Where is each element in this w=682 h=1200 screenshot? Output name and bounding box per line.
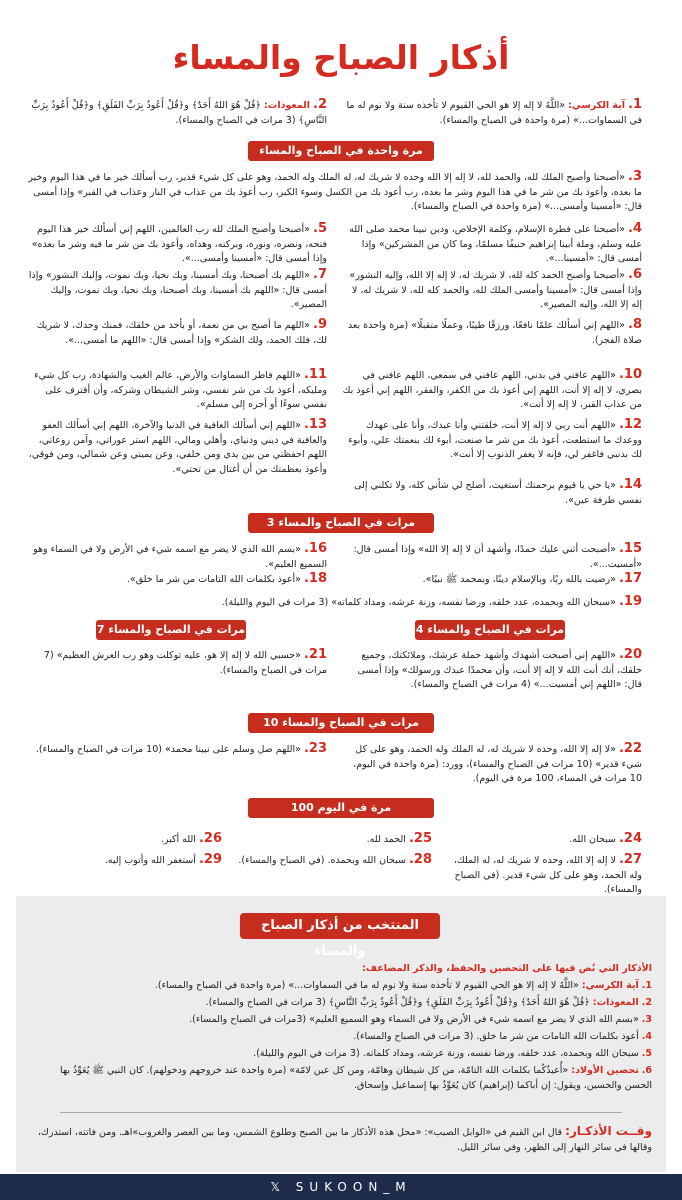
item-number: 22. [618, 741, 642, 756]
item-text: «رضيت بالله ربًا، وبالإسلام دينًا، وبمحمد ﷺ نبيًا». [422, 574, 616, 585]
panel-item-2 [30, 996, 652, 1011]
item-label: تحصين الأولاد: [571, 1065, 639, 1076]
item-number: 16. [303, 541, 327, 556]
item-number: 8. [628, 317, 642, 332]
dhikr-12 [342, 418, 642, 463]
dhikr-15 [342, 542, 642, 572]
dhikr-4 [342, 222, 642, 267]
dhikr-24 [447, 832, 642, 848]
item-number: 20. [618, 647, 642, 662]
item-text: «اللهم أنت ربي لا إله إلا أنت، خلقتني وأنا عبدك، وأنا على عهدك ووعدك ما استطعت، أعوذ بك من شر ما صنعت، أبوء لك بنعمتك علي، وأبوء لك بذنبي فاغفر لي، فإنه لا يغفر الذنوب إلا أنت». [348, 420, 642, 460]
item-number: 2. [641, 997, 652, 1008]
time-text: قال ابن القيم في «الوابل الصيب»: «محل هذه الأذكار ما بين الصبح وطلوع الشمس، وما بين العصر والغروب»اهـ. ومن فاتته، استدرك، وقالها في سائر النهار إلى الظهر، وفي سائر الليل. [37, 1127, 652, 1153]
item-number: 10. [618, 367, 642, 382]
item-text: «أصبحنا وأصبح الملك لله، والحمد لله، لا إله إلا الله وحده لا شريك له، له الملك وله الحمد، وهو على كل شيء قدير، رب أسألك خير ما في هذا اليوم وخير ما بعده، وأعوذ بك من شر ما في هذا اليوم وشر ما بعده، رب أعوذ بك من الكسل وسوء الكبر، رب أعوذ بك من عذاب في النار وعذاب في القبر» وإذا أمسى قال: «أمسينا وأمسى...» (مرة واحدة في الصباح والمساء). [28, 172, 642, 212]
time-label: وقــت الأذكـار: [565, 1124, 652, 1138]
item-text: «أصبحنا وأصبح الملك لله رب العالمين، اللهم إني أسألك خير هذا اليوم فتحه، ونصره، ونوره، وبركته، وهداه، وأعوذ بك من شر ما فيه وشر ما بعده» وإذا أمسى قال: «أمسينا وأمسى...». [31, 224, 327, 264]
item-text: «أصبحت أثني عليك حمدًا، وأشهد أن لا إله إلا الله» وإذا أمسى قال: «أمسيت...». [353, 544, 642, 570]
item-text: «حسبي الله لا إله إلا هو، عليه توكلت وهو رب العرش العظيم» (7 مرات في الصباح والمساء). [43, 650, 327, 676]
dhikr-8 [342, 318, 642, 348]
item-number: 15. [618, 541, 642, 556]
item-text: «بسم الله الذي لا يضر مع اسمه شيء في الأرض ولا في السماء وهو السميع العليم». [33, 544, 327, 570]
item-text: «بسم الله الذي لا يضر مع اسمه شيء في الأرض ولا في السماء وهو السميع العليم» (3مرات في الصباح والمساء). [189, 1014, 639, 1025]
item-text: «أصبحنا على فطرة الإسلام، وكلمة الإخلاص، ودين نبينا محمد صلى الله عليه وسلم، وملة أبينا إبراهيم حنيفًا مسلمًا، وما كان من المشركين» وإذا أمسى قال: «أمسينا...». [349, 224, 642, 264]
item-text: «اللهم إني أسألك علمًا نافعًا، ورزقًا طيبًا، وعملًا متقبلًا» (مرة واحدة بعد صلاة الفجر). [347, 320, 642, 346]
item-number: 2. [313, 97, 327, 112]
item-text: «سبحان الله وبحمده، عدد خلقه، ورضا نفسه، وزنة عرشه، ومداد كلماته» (3 مرات في اليوم والليلة). [221, 597, 616, 608]
divider [60, 1112, 622, 1113]
item-number: 5. [313, 221, 327, 236]
item-text: الله أكبر. [160, 834, 196, 845]
item-label: المعوذات: [264, 100, 310, 111]
item-text: «اللهم إني أسألك العافية في الدنيا والآخرة، اللهم إني أسألك العفو والعافية في ديني ودنياي، وأهلي ومالي، اللهم استر عوراتي، وآمن روعاتي، اللهم احفظني من بين يدي ومن خلفي، وعن يميني وعن شمالي، ومن فوقي، وأعوذ بعظمتك من أن أغتال من تحتي». [28, 420, 327, 475]
item-number: 27. [618, 852, 642, 867]
banner-three: 3 مرات في الصباح والمساء [248, 513, 434, 533]
dhikr-16 [27, 542, 327, 572]
dhikr-1 [342, 98, 642, 128]
page-title: أذكار الصباح والمساء [172, 38, 510, 77]
item-number: 23. [303, 741, 327, 756]
item-text: «أعوذ بكلمات الله التامات من شر ما خلق». [126, 574, 301, 585]
item-text: سبحان الله وبحمده، عدد خلقه، ورضا نفسه، وزنة عرشه، ومداد كلماته. (3 مرات في اليوم والليلة). [253, 1048, 639, 1059]
item-number: 1. [641, 980, 652, 991]
item-number: 4. [628, 221, 642, 236]
dhikr-20 [342, 648, 642, 693]
item-text: «يا حي يا قيوم برحمتك أستغيث، أصلح لي شأني كله، ولا تكلني إلى نفسي طرفة عين». [354, 480, 642, 506]
dhikr-29 [27, 853, 222, 869]
item-text: «اللهم صل وسلم على نبينا محمد» (10 مرات في الصباح والمساء). [35, 744, 301, 755]
banner-hundred: 100 مرة في اليوم [248, 798, 434, 818]
item-number: 3. [641, 1014, 652, 1025]
dhikr-28 [237, 853, 432, 869]
item-number: 24. [618, 831, 642, 846]
banner-ten: 10 مرات في الصباح والمساء [248, 713, 434, 733]
item-text: «اللهم ما أصبح بي من نعمة، أو بأحد من خلقك، فمنك وحدك، لا شريك لك، فلك الحمد، ولك الشكر» وإذا أمسى قال: «اللهم ما أمسى...». [36, 320, 327, 346]
item-text: ﴿قُلْ هُوَ اللهُ أَحَدٌ﴾ و﴿قُلْ أَعُوذُ بِرَبِّ الفَلَقِ﴾ و﴿قُلْ أَعُوذُ بِرَبِّ النَّاسِ﴾ (3 مرات في الصباح والمساء). [31, 100, 327, 126]
dhikr-27 [447, 853, 642, 898]
item-number: 13. [303, 417, 327, 432]
dhikr-13 [27, 418, 327, 477]
item-number: 1. [628, 97, 642, 112]
panel-subtitle: الأذكار التي نُص فيها على التحصين والحفظ، والذكر المضاعف: [362, 963, 652, 974]
dhikr-21 [27, 648, 327, 678]
item-number: 9. [313, 317, 327, 332]
item-number: 14. [618, 477, 642, 492]
footer-handle: 𝕏 SUKOON_M [0, 1174, 682, 1200]
item-number: 4. [641, 1031, 652, 1042]
dhikr-23 [27, 742, 327, 758]
item-text: «اللهم عافني في بدني، اللهم عافني في سمعي، اللهم عافني في بصري، لا إله إلا أنت، اللهم إني أعوذ بك من الكفر، والفقر، اللهم إني أعوذ بك من عذاب القبر، لا إله إلا أنت». [342, 370, 642, 410]
banner-four: 4 مرات في الصباح والمساء [415, 620, 565, 640]
panel-item-3 [30, 1013, 652, 1028]
dhikr-19 [27, 595, 642, 611]
item-text: سبحان الله وبحمده. (في الصباح والمساء). [238, 855, 406, 866]
dhikr-11 [27, 368, 327, 413]
panel-item-5 [30, 1047, 652, 1062]
banner-seven: 7 مرات في الصباح والمساء [96, 620, 246, 640]
dhikr-2 [27, 98, 327, 128]
dhikr-25 [237, 832, 432, 848]
dhikr-6 [342, 268, 642, 313]
item-text: «أصبحنا وأصبح الحمد كله لله، لا شريك له، لا إله إلا الله، وإليه النشور» وإذا أمسى قال: «أمسينا وأمسى الملك لله، والحمد كله لله، لا شريك له، لا إله إلا الله، وإليه المصير». [349, 270, 642, 310]
dhikr-10 [342, 368, 642, 413]
item-label: المعوذات: [592, 997, 639, 1008]
dhikr-9 [27, 318, 327, 348]
item-text: لا إله إلا الله، وحده لا شريك له، له الملك، وله الحمد، وهو على كل شيء قدير. (في الصباح والمساء). [453, 855, 642, 895]
item-text: الحمد لله. [366, 834, 406, 845]
item-number: 5. [641, 1048, 652, 1059]
item-number: 17. [618, 571, 642, 586]
item-number: 3. [628, 169, 642, 184]
panel-title: المنتخب من أذكار الصباح والمساء [240, 913, 440, 939]
item-number: 6. [628, 267, 642, 282]
dhikr-26 [27, 832, 222, 848]
dhikr-3 [27, 170, 642, 215]
item-text: «اللهم بك أصبحنا، وبك أمسينا، وبك نحيا، وبك نموت، وإليك النشور» وإذا أمسى قال: «اللهم بك أمسينا، وبك أصبحنا، وبك نحيا، وبك نموت، وإليك المصير». [28, 270, 327, 310]
item-text: «اللهم فاطر السماوات والأرض، عالم الغيب والشهادة، رب كل شيء ومليكه، أعوذ بك من شر نفسي، وشر الشيطان وشركه، وأن أقترف على نفسي سوءًا أو أجره إلى مسلم». [34, 370, 327, 410]
item-text: «اللَّهُ لا إله إلا هو الحي القيوم لا تأخذه سنة ولا نوم له ما في السماوات...» (مرة واحدة في الصباح والمساء). [346, 100, 642, 126]
item-label: آية الكرسي: [581, 980, 639, 991]
item-number: 26. [198, 831, 222, 846]
item-number: 19. [618, 594, 642, 609]
item-label: آية الكرسي: [568, 100, 625, 111]
item-text: «اللهم إني أصبحت أشهدك وأشهد حملة عرشك، وملائكتك، وجميع خلقك، أنك أنت الله لا إله إلا أنت، وأن محمدًا عبدك ورسولك» وإذا أمسى قال: «اللهم إني أمسيت...» (4 مرات في الصباح والمساء). [357, 650, 642, 690]
dhikr-14 [342, 478, 642, 508]
panel-item-4 [30, 1030, 652, 1045]
item-number: 11. [303, 367, 327, 382]
dhikr-7 [27, 268, 327, 313]
item-number: 18. [303, 571, 327, 586]
dhikr-18 [27, 572, 327, 588]
item-number: 21. [303, 647, 327, 662]
item-text: سبحان الله. [569, 834, 616, 845]
panel-item-6 [30, 1064, 652, 1093]
dhikr-time-note [30, 1124, 652, 1155]
dhikr-17 [342, 572, 642, 588]
item-text: أعوذ بكلمات الله التامات من شر ما خلق. (3 مرات في الصباح والمساء). [353, 1031, 639, 1042]
item-number: 25. [408, 831, 432, 846]
item-text: ﴿قُلْ هُوَ اللهُ أَحَدٌ﴾ و﴿قُلْ أَعُوذُ بِرَبِّ الفَلَقِ﴾ و﴿قُلْ أَعُوذُ بِرَبِّ النَّاسِ﴾ (3 مرات في الصباح والمساء). [205, 997, 593, 1008]
item-number: 6. [641, 1065, 652, 1076]
item-number: 28. [408, 852, 432, 867]
item-number: 12. [618, 417, 642, 432]
item-text: «لا إله إلا الله، وحده لا شريك له، له الملك وله الحمد، وهو على كل شيء قدير» (10 مرات في الصباح والمساء)، وورد: (مرة واحدة في اليوم، 10 مرات في المساء، 100 مرة في اليوم). [353, 744, 642, 784]
dhikr-5 [27, 222, 327, 267]
item-text: «أُعيذُكُما بكلمات الله التامّة، من كل شيطان وهامّة، ومن كل عين لامّة» (مرة واحدة عند خروجهم ودخولهم). كان النبي ﷺ يُعَوِّذُ بها الحسن والحسين، ويقول: إن أباكما (إبراهيم) كان يُعَوِّذُ بها إسماعيل وإسحاق. [60, 1065, 652, 1091]
item-number: 29. [198, 852, 222, 867]
item-text: «اللَّهُ لا إله إلا هو الحي القيوم لا تأخذه سنة ولا نوم له ما في السماوات...» (مرة واحدة في الصباح والمساء). [154, 980, 582, 991]
item-text: أستغفر الله وأتوب إليه. [104, 855, 196, 866]
dhikr-22 [342, 742, 642, 787]
banner-once: مرة واحدة في الصباح والمساء [248, 141, 434, 161]
panel-item-1 [30, 979, 652, 994]
item-number: 7. [313, 267, 327, 282]
